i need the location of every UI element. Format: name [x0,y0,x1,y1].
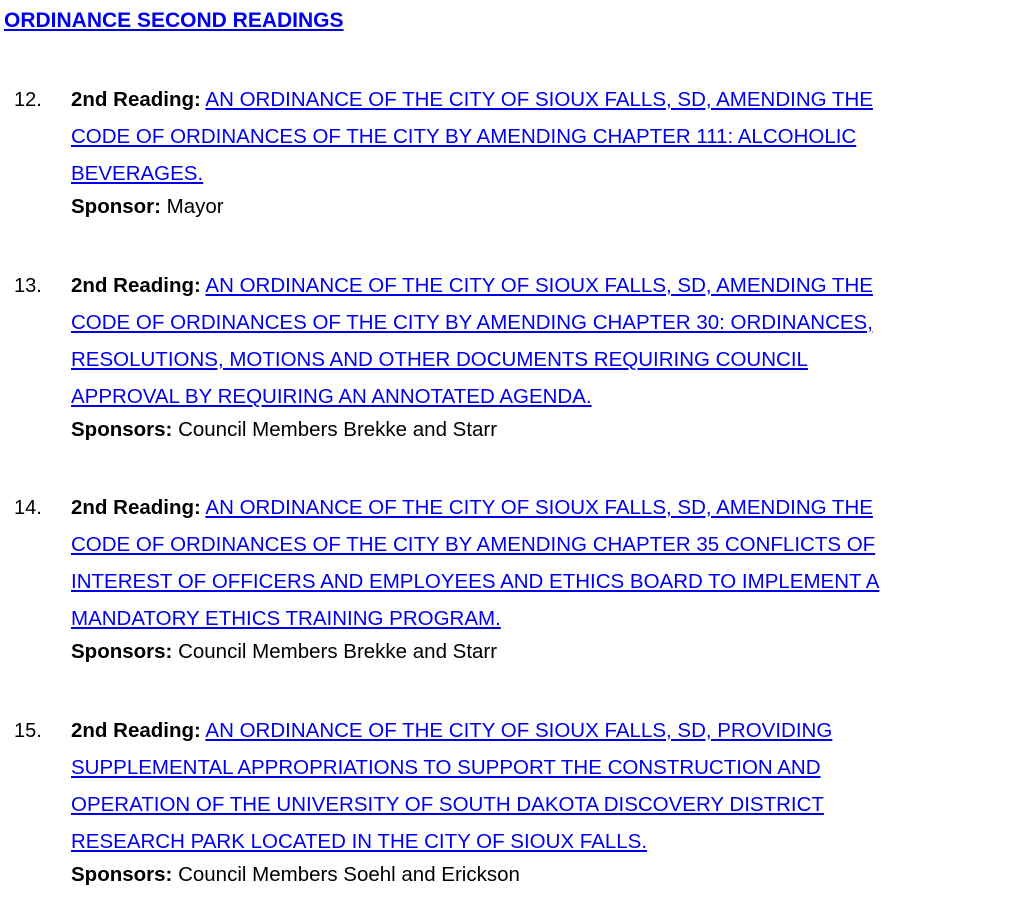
ordinance-link[interactable]: AN ORDINANCE OF THE CITY OF SIOUX FALLS, SD, AMENDING THE CODE OF ORDINANCES OF THE CITY BY AMENDING CHAPTER 111: ALCOHOLIC BEVERAGES. [71,88,873,185]
reading-label: 2nd Reading: [71,719,201,742]
item-title [71,81,1021,192]
item-number: 15. [14,720,42,742]
ordinance-link[interactable]: AN ORDINANCE OF THE CITY OF SIOUX FALLS, SD, AMENDING THE CODE OF ORDINANCES OF THE CITY BY AMENDING CHAPTER 35 CONFLICTS OF INTEREST OF OFFICERS AND EMPLOYEES AND ETHICS BOARD TO IMPLEMENT A MANDATORY ETHICS TRAINING PROGRAM. [71,496,880,630]
item-body [71,274,1021,447]
item-number: 14. [14,497,42,519]
ordinance-link[interactable]: AN ORDINANCE OF THE CITY OF SIOUX FALLS, SD, PROVIDING SUPPLEMENTAL APPROPRIATIONS TO SUPPORT THE CONSTRUCTION AND OPERATION OF THE UNIVERSITY OF SOUTH DAKOTA DISCOVERY DISTRICT RESEARCH PARK LOCATED IN THE CITY OF SIOUX FALLS. [71,719,833,853]
ordinance-link[interactable]: AN ORDINANCE OF THE CITY OF SIOUX FALLS, SD, AMENDING THE CODE OF ORDINANCES OF THE CITY BY AMENDING CHAPTER 30: ORDINANCES, RESOLUTIONS, MOTIONS AND OTHER DOCUMENTS REQUIRING COUNCIL APPROVAL BY REQUIRING AN ANNOTATED AGENDA. [71,274,873,408]
sponsor-label: Sponsors: [71,418,173,441]
reading-label: 2nd Reading: [71,274,201,297]
item-number: 12. [14,89,42,111]
item-number: 13. [14,275,42,297]
reading-label: 2nd Reading: [71,88,201,111]
sponsor-label: Sponsor: [71,195,161,218]
reading-label: 2nd Reading: [71,496,201,519]
sponsor-line [71,190,1021,224]
sponsor-value: Council Members Soehl and Erickson [178,863,520,886]
sponsor-value: Council Members Brekke and Starr [178,418,498,441]
section-heading-link[interactable]: ORDINANCE SECOND READINGS [4,9,344,32]
sponsor-line [71,858,1021,892]
item-title [71,489,1021,637]
item-title [71,712,1021,860]
sponsor-value: Council Members Brekke and Starr [178,640,498,663]
item-body [71,719,1021,892]
sponsor-line [71,413,1021,447]
item-title [71,267,1021,415]
sponsor-value: Mayor [166,195,224,218]
item-body [71,88,1021,224]
sponsor-label: Sponsors: [71,863,173,886]
sponsor-label: Sponsors: [71,640,173,663]
sponsor-line [71,635,1021,669]
item-body [71,496,1021,669]
